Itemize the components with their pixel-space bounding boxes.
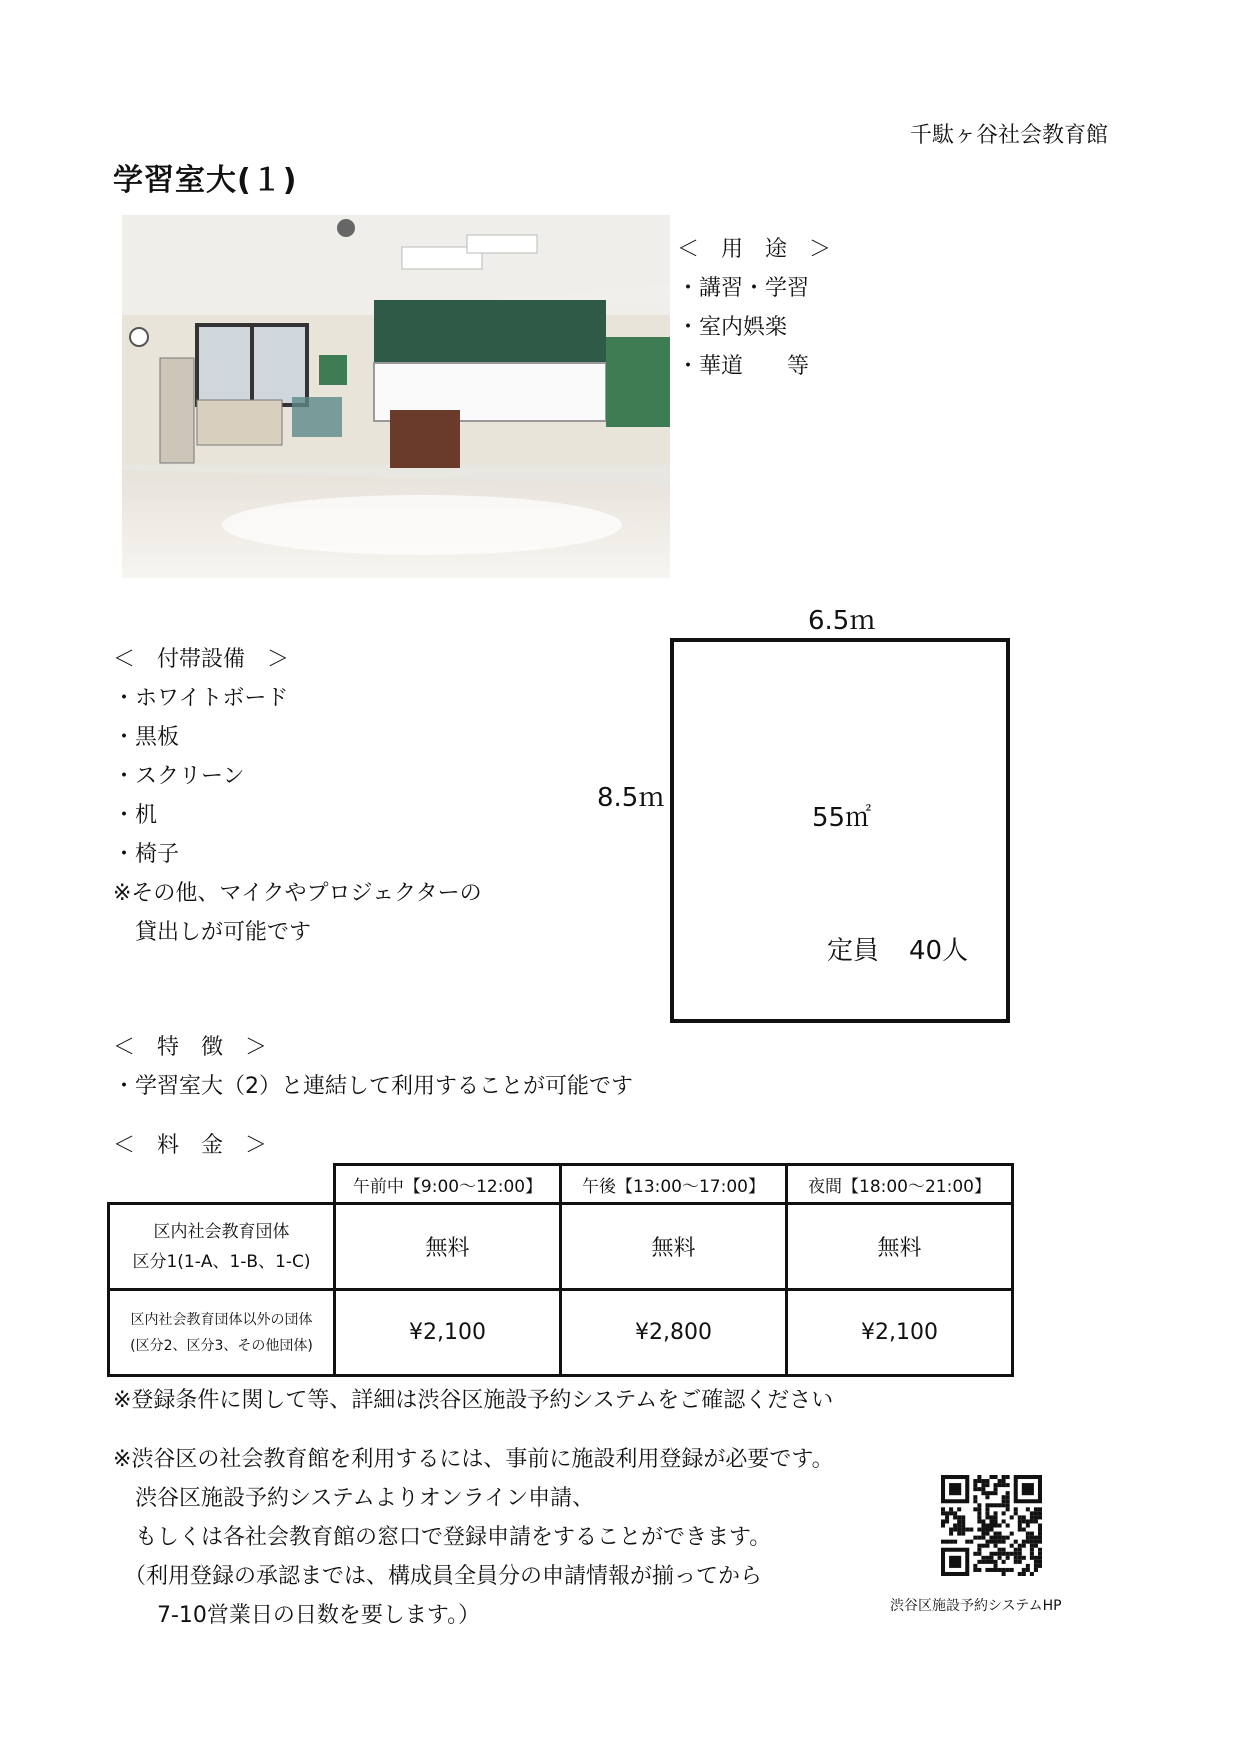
equipment-note: ※その他、マイクやプロジェクターの xyxy=(113,881,482,906)
qr-caption: 渋谷区施設予約システムHP xyxy=(890,1598,1062,1614)
category-line: (区分2、区分3、その他団体) xyxy=(130,1337,313,1354)
equipment-heading: ＜ 付帯設備 ＞ xyxy=(113,647,290,672)
note-line: もしくは各社会教育館の窓口で登録申請をすることができます。 xyxy=(113,1525,772,1550)
features-heading: ＜ 特 徴 ＞ xyxy=(113,1035,268,1060)
fee-table xyxy=(107,1163,1014,1377)
capacity-label: 定員 xyxy=(827,936,880,966)
uses-item: ・華道 等 xyxy=(677,354,810,379)
uses-heading: ＜ 用 途 ＞ xyxy=(677,237,832,262)
equipment-item: ・机 xyxy=(113,803,158,828)
row-category xyxy=(109,1204,335,1290)
column-header-afternoon: 午後【13:00～17:00】 xyxy=(561,1165,787,1204)
room-photo xyxy=(122,215,670,578)
notes-section xyxy=(113,1440,834,1635)
equipment-item: ・スクリーン xyxy=(113,764,245,789)
qr-code-icon[interactable] xyxy=(941,1475,1042,1576)
table-corner xyxy=(109,1165,335,1204)
equipment-item: ・ホワイトボード xyxy=(113,686,289,711)
category-line: 区分1(1-A、1-B、1-C) xyxy=(132,1251,311,1272)
plan-capacity xyxy=(827,930,968,967)
fee-cell: ¥2,100 xyxy=(335,1290,561,1376)
column-header-night: 夜間【18:00～21:00】 xyxy=(787,1165,1013,1204)
fee-cell: ¥2,800 xyxy=(561,1290,787,1376)
table-row xyxy=(109,1290,1013,1376)
equipment-section xyxy=(113,640,482,952)
note-line: 7-10営業日の日数を要します。） xyxy=(113,1603,481,1628)
fees-heading: ＜ 料 金 ＞ xyxy=(113,1133,268,1158)
features-section xyxy=(113,1028,633,1106)
table-header-row xyxy=(109,1165,1013,1204)
room-title: 学習室大(１) xyxy=(113,163,298,198)
uses-item: ・室内娯楽 xyxy=(677,315,788,340)
fee-cell: 無料 xyxy=(335,1204,561,1290)
capacity-value: 40人 xyxy=(909,936,969,966)
uses-section xyxy=(677,230,831,386)
fee-cell: 無料 xyxy=(561,1204,787,1290)
column-header-morning: 午前中【9:00～12:00】 xyxy=(335,1165,561,1204)
equipment-note: 貸出しが可能です xyxy=(113,920,312,945)
table-row xyxy=(109,1204,1013,1290)
fee-cell: ¥2,100 xyxy=(787,1290,1013,1376)
plan-area: 55㎡ xyxy=(812,803,872,833)
note-line: （利用登録の承認までは、構成員全員分の申請情報が揃ってから xyxy=(113,1564,763,1589)
fee-cell: 無料 xyxy=(787,1204,1013,1290)
features-item: ・学習室大（2）と連結して利用することが可能です xyxy=(113,1074,633,1099)
equipment-item: ・椅子 xyxy=(113,842,180,867)
plan-height: 8.5ｍ xyxy=(597,783,665,813)
facility-name: 千駄ヶ谷社会教育館 xyxy=(910,123,1109,148)
plan-width: 6.5ｍ xyxy=(808,606,876,636)
category-line: 区内社会教育団体以外の団体 xyxy=(130,1311,313,1328)
uses-item: ・講習・学習 xyxy=(677,276,810,301)
category-line: 区内社会教育団体 xyxy=(153,1221,290,1242)
registration-note: ※登録条件に関して等、詳細は渋谷区施設予約システムをご確認ください xyxy=(113,1388,834,1413)
note-line: ※渋谷区の社会教育館を利用するには、事前に施設利用登録が必要です。 xyxy=(113,1447,834,1472)
row-category xyxy=(109,1290,335,1376)
equipment-item: ・黒板 xyxy=(113,725,180,750)
note-line: 渋谷区施設予約システムよりオンライン申請、 xyxy=(113,1486,595,1511)
